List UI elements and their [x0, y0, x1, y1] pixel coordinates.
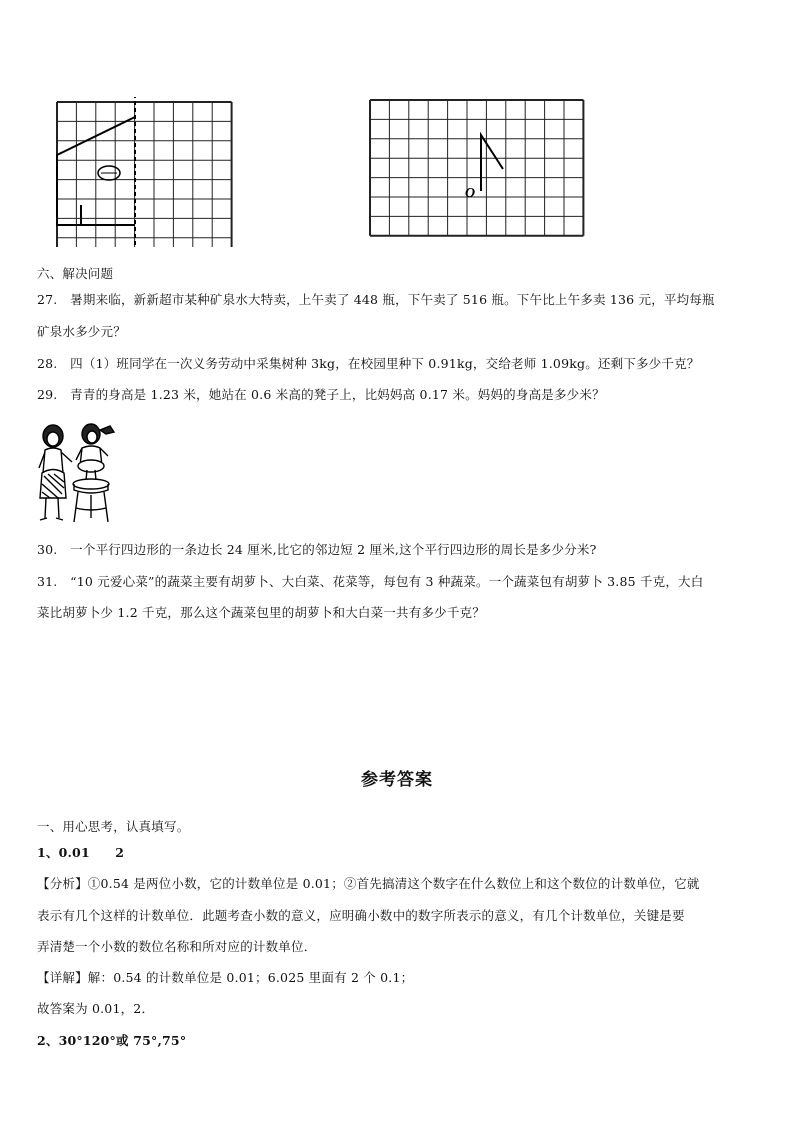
answer-1-analysis-line-1: 【分析】①0.54 是两位小数，它的计数单位是 0.01；②首先搞清这个数字在什么数位上和这个数位的计数单位，它就 [37, 876, 700, 891]
grid-lines [370, 100, 583, 236]
question-27-line-1: 27. 暑期来临，新新超市某种矿泉水大特卖，上午卖了 448 瓶，下午卖了 516 瓶。下午比上午多卖 136 元，平均每瓶 [37, 292, 715, 307]
question-27-line-2: 矿泉水多少元？ [37, 324, 126, 339]
question-30: 30. 一个平行四边形的一条边长 24 厘米,比它的邻边短 2 厘米,这个平行四边形的周长是多少分米? [37, 542, 597, 557]
answer-1-analysis-line-3: 弄清楚一个小数的数位名称和所对应的计数单位． [37, 939, 317, 954]
origin-label: O [465, 186, 476, 201]
answers-title: 参考答案 [361, 770, 433, 790]
question-31-line-1: 31. “10 元爱心菜”的蔬菜主要有胡萝卜、大白菜、花菜等，每包有 3 种蔬菜。一个蔬菜包有胡萝卜 3.85 千克，大白 [37, 574, 704, 589]
question-29: 29. 青青的身高是 1.23 米，她站在 0.6 米高的凳子上，比妈妈高 0.17 米。妈妈的身高是多少米？ [37, 387, 605, 402]
answer-1-analysis-line-2: 表示有几个这样的计数单位．此题考查小数的意义，应明确小数中的数字所表示的意义，有几个计数单位，关键是要 [37, 908, 685, 923]
answer-1-conclusion: 故答案为 0.01，2． [37, 1001, 155, 1016]
section-title-problem-solving: 六、解决问题 [37, 266, 114, 281]
answer-1-detail: 【详解】解：0.54 的计数单位是 0.01；6.025 里面有 2 个 0.1； [37, 970, 414, 985]
grid-figure-right [367, 97, 603, 237]
question-28: 28. 四（1）班同学在一次义务劳动中采集树种 3kg，在校园里种下 0.91kg，交给老师 1.09kg。还剩下多少千克？ [37, 356, 700, 371]
illustration-girl-on-stool [36, 418, 128, 528]
answers-section-1-title: 一、用心思考，认真填写。 [37, 819, 190, 834]
grid-figure-left [50, 97, 310, 247]
answer-2-label: 2、30°120°或 75°,75° [37, 1033, 187, 1048]
rotation-segment [481, 135, 503, 191]
answer-1-label: 1、0.01 2 [37, 845, 125, 860]
question-31-line-2: 菜比胡萝卜少 1.2 千克，那么这个蔬菜包里的胡萝卜和大白菜一共有多少千克？ [37, 605, 485, 620]
